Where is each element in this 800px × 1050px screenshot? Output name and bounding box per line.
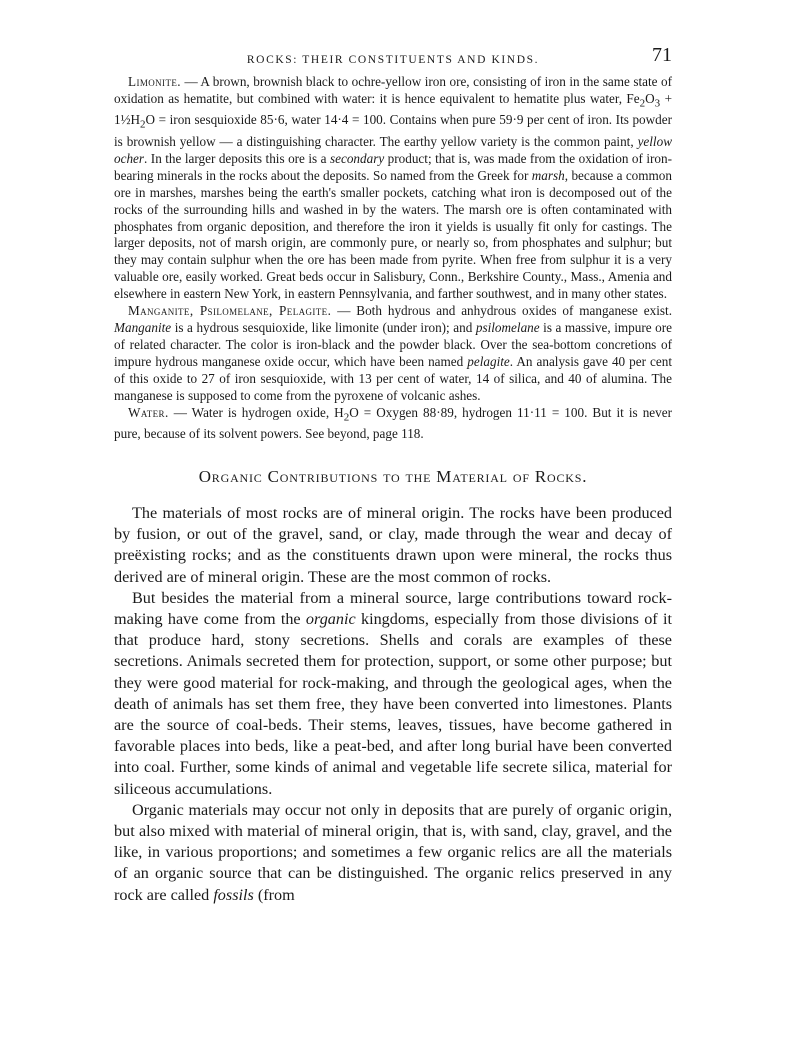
water-entry bbox=[114, 405, 672, 443]
entry-text: , because a common ore in marshes, marshes being the earth's smaller pockets, catching what iron is decomposed out of the rocks of the surrounding hills and washed in by the waters. The marsh ore is often contaminated with phosphates from organic deposition, and therefore the iron it yields is usually fit only for castings. The larger deposits, not of marsh origin, are commonly pure, or nearly so, from phosphates and sulphur; but they may contain sulphur when the ore has been made from pyrite. When free from sulphur it is a very valuable ore, easily worked. Great beds occur in Salisbury, Conn., Berkshire County., Mass., Amenia and elsewhere in eastern New York, in eastern Pennsylvania, and farther southwest, and in many other states. bbox=[114, 167, 672, 302]
page bbox=[114, 40, 672, 906]
body-paragraph bbox=[114, 800, 672, 906]
entry-text: is a massive, impure ore of related character. The color is iron-black and the powder black. Over the sea-bottom concretions of impure hydrous manganese oxide occur, which have been named bbox=[114, 319, 672, 369]
subscript: 2 bbox=[140, 119, 146, 132]
entry-text: . In the larger deposits this ore is a bbox=[144, 150, 330, 166]
body-text: (from bbox=[253, 885, 295, 904]
body-paragraph: The materials of most rocks are of mineral origin. The rocks have been produced by fusion, or out of the gravel, sand, or clay, made through the wear and decay of preëxisting rocks; and as the constituents drawn upon were mineral, the rocks thus derived are of mineral origin. These are the most common of rocks. bbox=[114, 503, 672, 586]
italic-term: fossils bbox=[213, 885, 254, 904]
entry-text: O = Oxygen 88·89, hydrogen 11·11 = 100. But it is never pure, because of its solvent powers. See beyond, page 118. bbox=[114, 404, 672, 442]
italic-term: organic bbox=[305, 609, 356, 628]
body-text: kingdoms, especially from those divisions of it that produce hard, stony secretions. Shells and corals are examples of these secretions. Animals secreted them for protection, support, or some other purpose; but they were good material for rock-making, and through the geological ages, when the death of animals has set them free, they have been converted into limestones. Plants are the source of coal-beds. Their stems, leaves, tissues, have become gathered in favorable places into beds, like a peat-bed, and after long burial have been converted into coal. Further, some kinds of animal and vegetable life secrete silica, material for siliceous accumulations. bbox=[114, 609, 672, 798]
entry-text: O bbox=[645, 90, 655, 106]
subscript: 3 bbox=[654, 97, 661, 110]
subscript: 2 bbox=[343, 411, 350, 424]
entry-term: Water. bbox=[128, 404, 169, 420]
italic-term: marsh bbox=[531, 167, 565, 183]
page-number: 71 bbox=[652, 44, 672, 66]
entry-text: H bbox=[130, 112, 141, 128]
entry-text: product; that is, was made from the oxidation of iron-bearing minerals in the rocks about the deposits. So named from the Greek for bbox=[114, 150, 673, 183]
italic-term: yellow ocher bbox=[114, 134, 672, 166]
italic-term: secondary bbox=[329, 150, 385, 166]
manganite-entry bbox=[114, 303, 672, 404]
fraction: ½ bbox=[120, 112, 131, 128]
entry-term: Limonite. bbox=[128, 74, 181, 89]
entry-text: . An analysis gave 40 per cent of this oxide to 27 of iron sesquioxide, with 13 per cent of water, 14 of silica, and 40 of alumina. The manganese is supposed to come from the pyroxene of volcanic ashes. bbox=[114, 353, 673, 403]
section-heading: Organic Contributions to the Material of Rocks. bbox=[198, 466, 588, 486]
entry-text: — A brown, brownish black to ochre-yellow iron ore, consisting of iron in the same state of oxidation as hematite, but combined with water: it is hence equivalent to hematite plus water, Fe bbox=[114, 74, 672, 106]
italic-term: Manganite bbox=[114, 319, 172, 335]
entry-text: — Both hydrous and anhydrous oxides of manganese exist. bbox=[331, 303, 672, 319]
subscript: 2 bbox=[639, 97, 646, 110]
body-paragraph bbox=[114, 588, 672, 800]
body-text: But besides the material from a mineral source, large contributions toward rock-making have come from the bbox=[114, 588, 672, 628]
body-text: Organic materials may occur not only in deposits that are purely of organic origin, but also mixed with material of mineral origin, that is, with sand, clay, gravel, and the like, in various proportions; and sometimes a few organic relics are all the materials of an organic source that can be distinguished. The organic relics preserved in any rock are called bbox=[114, 800, 672, 904]
running-head bbox=[114, 40, 672, 74]
italic-term: pelagite bbox=[467, 353, 510, 369]
entry-term: Manganite, Psilomelane, Pelagite. bbox=[128, 303, 332, 319]
entry-text: — Water is hydrogen oxide, H bbox=[168, 404, 344, 420]
entry-text: O = iron sesquioxide 85·6, water 14·4 = 100. Contains when pure 59·9 per cent of iron. Its powder is brownish yellow — a distinguishing character. The earthy yellow variety is the common paint, bbox=[114, 112, 672, 149]
entry-text: + 1 bbox=[114, 90, 673, 128]
limonite-entry bbox=[114, 74, 672, 303]
italic-term: psilomelane bbox=[475, 319, 540, 335]
entry-text: is a hydrous sesquioxide, like limonite (under iron); and bbox=[171, 319, 476, 335]
running-title: ROCKS: THEIR CONSTITUENTS AND KINDS. bbox=[246, 54, 540, 66]
